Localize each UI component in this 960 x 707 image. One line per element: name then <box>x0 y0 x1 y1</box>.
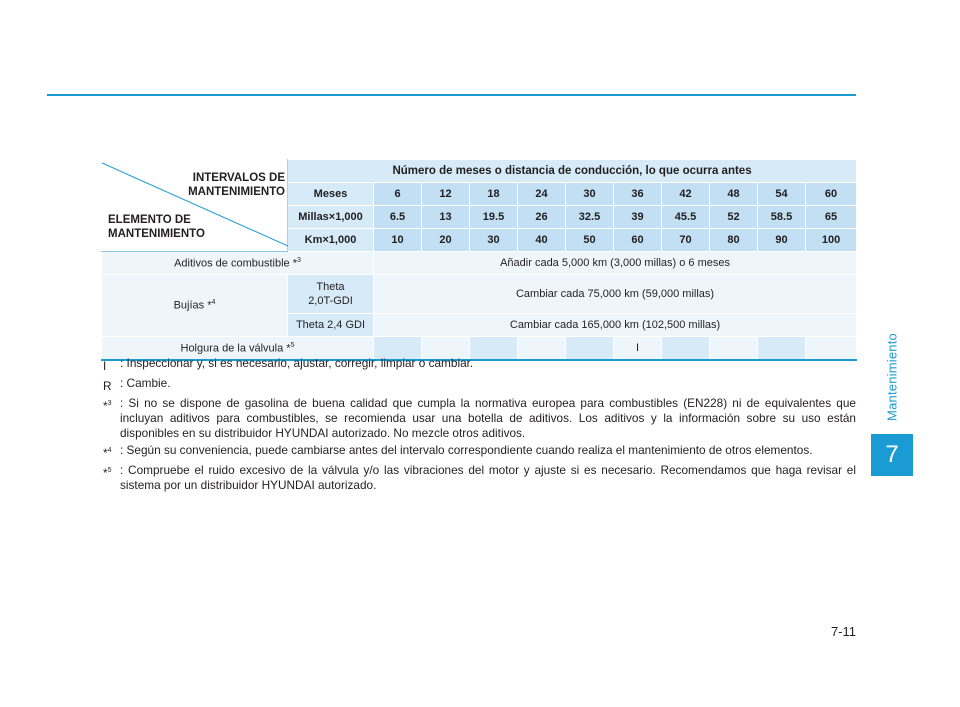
row-label: Millas×1,000 <box>288 206 374 229</box>
chapter-number: 7 <box>871 434 913 476</box>
interval-cell: 6.5 <box>374 206 422 229</box>
valve-clearance-label: Holgura de la válvula *$^5$ <box>102 337 374 361</box>
interval-cell: 19.5 <box>470 206 518 229</box>
footnote-marker: *$^4$ <box>103 445 112 460</box>
table-corner-cell <box>102 160 288 252</box>
interval-cell: 54 <box>758 183 806 206</box>
footnote <box>103 356 856 374</box>
corner-header-item: ELEMENTO DE MANTENIMIENTO <box>108 214 205 240</box>
footnote <box>103 463 856 493</box>
interval-cell: 26 <box>518 206 566 229</box>
interval-cell: 6 <box>374 183 422 206</box>
maintenance-table <box>101 159 857 361</box>
page-number: 7-11 <box>830 624 856 639</box>
interval-cell: 65 <box>806 206 857 229</box>
interval-cell: 30 <box>566 183 614 206</box>
interval-cell: 12 <box>422 183 470 206</box>
interval-cell: 40 <box>518 229 566 252</box>
spark-plugs-label: Bujías *$^4$ <box>102 275 288 337</box>
interval-cell: 32.5 <box>566 206 614 229</box>
section-side-tab <box>871 318 913 436</box>
interval-cell: 45.5 <box>662 206 710 229</box>
row-label: Meses <box>288 183 374 206</box>
interval-cell: 58.5 <box>758 206 806 229</box>
footnote <box>103 443 856 461</box>
interval-cell: 80 <box>710 229 758 252</box>
fuel-additive-label: Aditivos de combustible *$^3$ <box>102 252 374 275</box>
footnotes <box>103 356 856 495</box>
interval-cell: 42 <box>662 183 710 206</box>
valve-cell: I <box>614 337 662 361</box>
interval-cell: 90 <box>758 229 806 252</box>
interval-main-header: Número de meses o distancia de conducción, lo que ocurra antes <box>288 160 857 183</box>
interval-cell: 36 <box>614 183 662 206</box>
fuel-additive-row <box>102 252 857 275</box>
footnote <box>103 376 856 394</box>
interval-cell: 70 <box>662 229 710 252</box>
interval-cell: 24 <box>518 183 566 206</box>
footnote <box>103 396 856 441</box>
interval-cell: 39 <box>614 206 662 229</box>
interval-cell: 10 <box>374 229 422 252</box>
interval-cell: 30 <box>470 229 518 252</box>
top-rule <box>47 94 856 96</box>
footnote-text: : Compruebe el ruido excesivo de la válvula y/o las vibraciones del motor y ajuste si es necesario. Recomendamos que haga revisar el sistema por un distribuidor HYUNDAI autorizado. <box>120 462 856 492</box>
footnote-text: : Cambie. <box>120 375 171 390</box>
interval-cell: 20 <box>422 229 470 252</box>
spark-plug-value-1: Cambiar cada 75,000 km (59,000 millas) <box>374 275 857 314</box>
interval-cell: 48 <box>710 183 758 206</box>
interval-cell: 60 <box>806 183 857 206</box>
section-label: Mantenimiento <box>884 333 900 421</box>
footnote-text: : Si no se dispone de gasolina de buena calidad que cumpla la normativa europea para combustibles (EN228) ni de equivalentes que incluyan aditivos para combustibles, se recomienda usar una botella de aditivos. Los aditivos y la información sobre su uso están disponibles en su distribuidor HYUNDAI autorizado. No mezcle otros aditivos. <box>120 395 856 440</box>
spark-plug-engine-2: Theta 2,4 GDI <box>288 314 374 337</box>
interval-cell: 60 <box>614 229 662 252</box>
footnote-text: : Según su conveniencia, puede cambiarse antes del intervalo correspondiente cuando realiza el mantenimiento de otros elementos. <box>120 442 813 457</box>
interval-cell: 18 <box>470 183 518 206</box>
interval-cell: 100 <box>806 229 857 252</box>
fuel-additive-value: Añadir cada 5,000 km (3,000 millas) o 6 meses <box>374 252 857 275</box>
spark-plug-engine-1: Theta 2,0T-GDI <box>288 275 374 314</box>
footnote-marker: *$^3$ <box>103 398 112 413</box>
interval-cell: 52 <box>710 206 758 229</box>
footnote-marker: I <box>103 358 107 373</box>
row-label: Km×1,000 <box>288 229 374 252</box>
spark-plug-value-2: Cambiar cada 165,000 km (102,500 millas) <box>374 314 857 337</box>
corner-header-intervals: INTERVALOS DE MANTENIMIENTO <box>188 172 285 198</box>
footnote-marker: R <box>103 378 112 393</box>
footnote-text: : Inspeccionar y, si es necesario, ajustar, corregir, limpiar o cambiar. <box>120 356 474 370</box>
spark-plug-row-1 <box>102 275 857 314</box>
interval-cell: 50 <box>566 229 614 252</box>
footnote-marker: *$^5$ <box>103 465 112 480</box>
interval-cell: 13 <box>422 206 470 229</box>
